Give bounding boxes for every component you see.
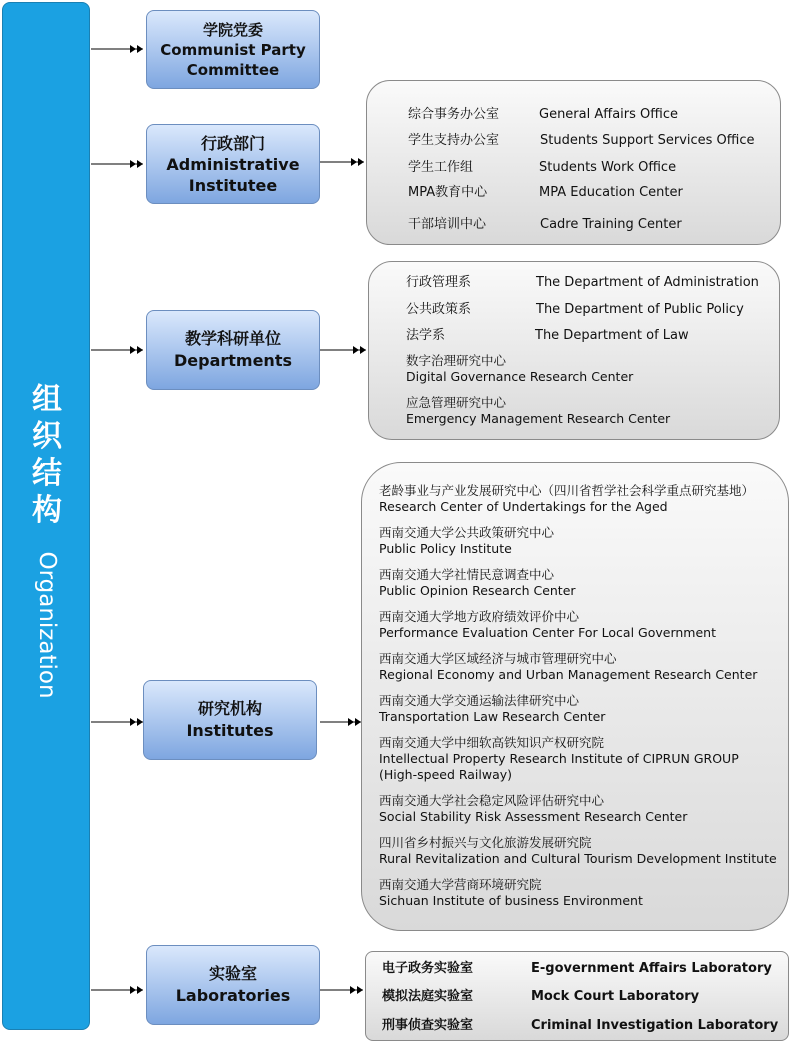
admin-offices-panel: 综合事务办公室 General Affairs Office 学生支持办公室 Students Support Services Office 学生工作组 Students Work Office MPA教育中心 MPA Education Center 干部培训中心 Cadre Training Center (366, 80, 781, 245)
institute-item: 西南交通大学中细软高铁知识产权研究院 Intellectual Property Research Institute of CIPRUN GROUP (High-speed Railway) (379, 735, 739, 782)
institute-item: 西南交通大学营商环境研究院 Sichuan Institute of business Environment (379, 877, 643, 908)
party-committee-node (146, 10, 320, 89)
institutes-en: Institutes (186, 721, 274, 740)
research-center-item: 数字治理研究中心 Digital Governance Research Center (406, 353, 634, 384)
laboratories-panel: 电子政务实验室 E-government Affairs Laboratory 模拟法庭实验室 Mock Court Laboratory 刑事侦查实验室 Criminal Investigation Laboratory (365, 951, 789, 1041)
admin-cn: 行政部门 (200, 133, 265, 153)
departments-cn: 教学科研单位 (184, 329, 281, 348)
institutes-cn: 研究机构 (197, 699, 262, 718)
admin-en-line1: Administrative (166, 154, 300, 174)
party-en-line2: Committee (186, 60, 280, 79)
administrative-node (146, 124, 320, 204)
institute-item: 老龄事业与产业发展研究中心（四川省哲学社会科学重点研究基地） Research Center of Undertakings for the Aged (379, 483, 755, 514)
institute-item: 西南交通大学社会稳定风险评估研究中心 Social Stability Risk Assessment Research Center (379, 793, 688, 824)
departments-panel: 行政管理系 The Department of Administration 公共政策系 The Department of Public Policy 法学系 The Department of Law 数字治理研究中心 Digital Governance Research Center 应急管理研究中心 Emergency Management Research Center (368, 261, 780, 440)
institute-item: 西南交通大学交通运输法律研究中心 Transportation Law Research Center (379, 693, 606, 724)
institutes-panel (361, 462, 789, 931)
institute-item: 西南交通大学区域经济与城市管理研究中心 Regional Economy and Urban Management Research Center (379, 651, 758, 682)
departments-node (146, 310, 320, 390)
research-center-item: 应急管理研究中心 Emergency Management Research Center (406, 395, 671, 426)
institutes-node (143, 680, 317, 760)
institute-item: 西南交通大学公共政策研究中心 Public Policy Institute (379, 525, 555, 556)
institute-item: 西南交通大学社情民意调查中心 Public Opinion Research Center (379, 567, 576, 598)
organization-title-en: Organization (34, 551, 60, 699)
laboratories-node (146, 945, 320, 1025)
institute-item: 西南交通大学地方政府绩效评价中心 Performance Evaluation Center For Local Government (379, 609, 716, 640)
admin-en-line2: Institutee (188, 175, 278, 195)
organization-title-cn: 组织结构 (32, 382, 62, 528)
party-cn: 学院党委 (202, 20, 263, 39)
labs-en: Laboratories (175, 986, 291, 1005)
institute-item: 四川省乡村振兴与文化旅游发展研究院 Rural Revitalization and Cultural Tourism Development Institute (379, 835, 777, 866)
departments-en: Departments (173, 351, 292, 370)
labs-cn: 实验室 (208, 964, 257, 983)
party-en-line1: Communist Party (160, 40, 306, 59)
